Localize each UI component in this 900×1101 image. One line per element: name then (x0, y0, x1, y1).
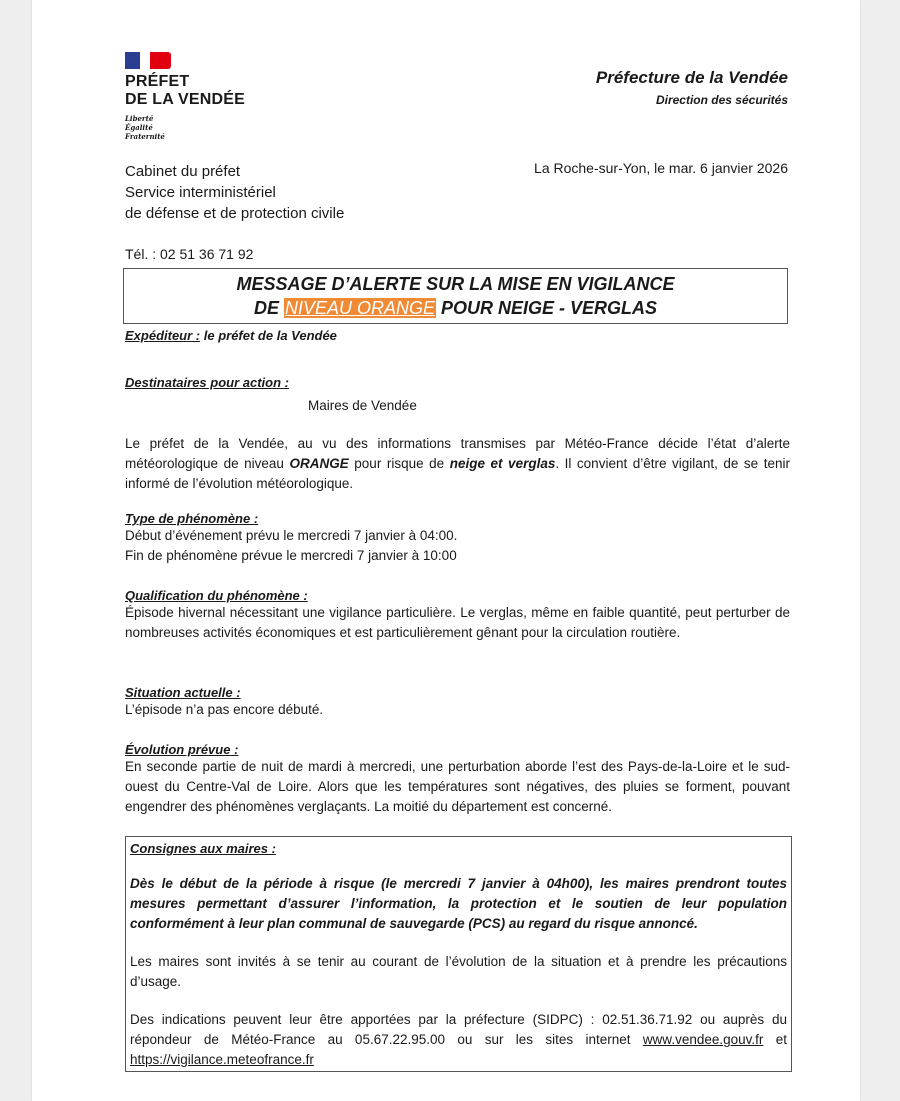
title-suffix: POUR NEIGE - VERGLAS (436, 298, 658, 318)
motto-fraternite: Fraternité (125, 132, 165, 141)
consignes-text: Des indications peuvent leur être apportées par la préfecture (SIDPC) : 02.51.36.71.92 ou auprès du répondeur de Météo-France au 05.67.22.95.00 ou sur les sites internet (130, 1012, 787, 1047)
consignes-bold-paragraph: Dès le début de la période à risque (le mercredi 7 janvier à 04h00), les maires prendront toutes mesures permettant d’assurer l’information, la protection et le soutien de leur population conformément à leur plan communal de sauvegarde (PCS) au regard du risque annoncé. (130, 876, 787, 931)
intro-text: Le préfet de la Vendée, au vu des informations transmises par Météo-France décide l’état d’alerte météorologique de niveau (125, 436, 790, 471)
vendee-gouv-link[interactable]: www.vendee.gouv.fr (642, 1032, 764, 1047)
qualification-text: Épisode hivernal nécessitant une vigilance particulière. Le verglas, même en faible quantité, peut perturber de nombreuses activités économiques et est particulièrement gênant pour la circulation routière. (125, 605, 790, 640)
intro-text: . Il convient d’être vigilant, de se tenir informé de l’évolution météorologique. (125, 456, 790, 491)
consignes-paragraph-2: Les maires sont invités à se tenir au courant de l’évolution de la situation et à prendre les précautions d’usage. (130, 954, 787, 989)
motto-liberte: Liberté (125, 114, 154, 123)
expediteur-label: Expéditeur : (125, 328, 201, 343)
type-line-2: Fin de phénomène prévue le mercredi 7 janvier à 10:00 (125, 548, 457, 563)
qualification-label: Qualification du phénomène : (125, 588, 308, 603)
consignes-text: et (763, 1032, 787, 1047)
title-prefix: DE (253, 298, 284, 318)
service-block (125, 161, 344, 224)
type-line-1: Début d’événement prévu le mercredi 7 janvier à 04:00. (125, 528, 458, 543)
direction-subtitle: Direction des sécurités (655, 93, 788, 107)
evolution-text: En seconde partie de nuit de mardi à mercredi, une perturbation aborde l’est des Pays-de-la-Loire et le sud-ouest du Centre-Val de Loire. Alors que les températures sont négatives, des pluies se forment, pouvant engendrer des phénomènes verglaçants. La moitié du département est concerné. (125, 759, 790, 814)
alert-title-box (123, 268, 788, 324)
intro-paragraph (125, 434, 790, 494)
prefet-logo-title (125, 73, 245, 109)
motto-egalite: Égalité (125, 123, 153, 132)
type-phenomene (125, 511, 790, 566)
date-line: La Roche-sur-Yon, le mar. 6 janvier 2026 (534, 160, 788, 176)
republic-motto (125, 114, 165, 141)
orange-level-highlight: NIVEAU ORANGE (284, 298, 435, 318)
expediteur (125, 328, 790, 343)
service-line: Service interministériel (125, 184, 276, 201)
logo-line-2: DE LA VENDÉE (125, 91, 246, 108)
destinataires-label-row (125, 374, 790, 392)
expediteur-value: le préfet de la Vendée (200, 328, 337, 343)
title-line-1: MESSAGE D’ALERTE SUR LA MISE EN VIGILANCE (236, 274, 675, 294)
intro-orange: ORANGE (289, 456, 349, 471)
telephone: Tél. : 02 51 36 71 92 (125, 246, 254, 262)
situation-label: Situation actuelle : (125, 685, 241, 700)
prefecture-title: Préfecture de la Vendée (595, 68, 788, 87)
destinataires-label: Destinataires pour action : (125, 375, 289, 390)
document-page (32, 0, 860, 1101)
consignes-paragraph-3 (130, 1010, 787, 1070)
situation (125, 685, 790, 720)
situation-text: L’épisode n’a pas encore débuté. (125, 702, 324, 717)
intro-risk: neige et verglas (449, 456, 556, 471)
consignes-label: Consignes aux maires : (130, 841, 276, 856)
logo-line-1: PRÉFET (125, 73, 190, 90)
intro-text: pour risque de (348, 456, 450, 471)
service-line: Cabinet du préfet (125, 163, 241, 180)
type-label: Type de phénomène : (125, 511, 259, 526)
service-line: de défense et de protection civile (125, 205, 345, 222)
marianne-flag-logo (125, 52, 171, 69)
evolution-label: Évolution prévue : (125, 742, 239, 757)
qualification (125, 588, 790, 643)
meteofrance-vigilance-link[interactable]: https://vigilance.meteofrance.fr (130, 1052, 314, 1067)
evolution (125, 742, 790, 817)
title-line-2 (124, 296, 787, 320)
destinataires-value: Maires de Vendée (308, 398, 417, 413)
consignes-box (125, 836, 792, 1072)
